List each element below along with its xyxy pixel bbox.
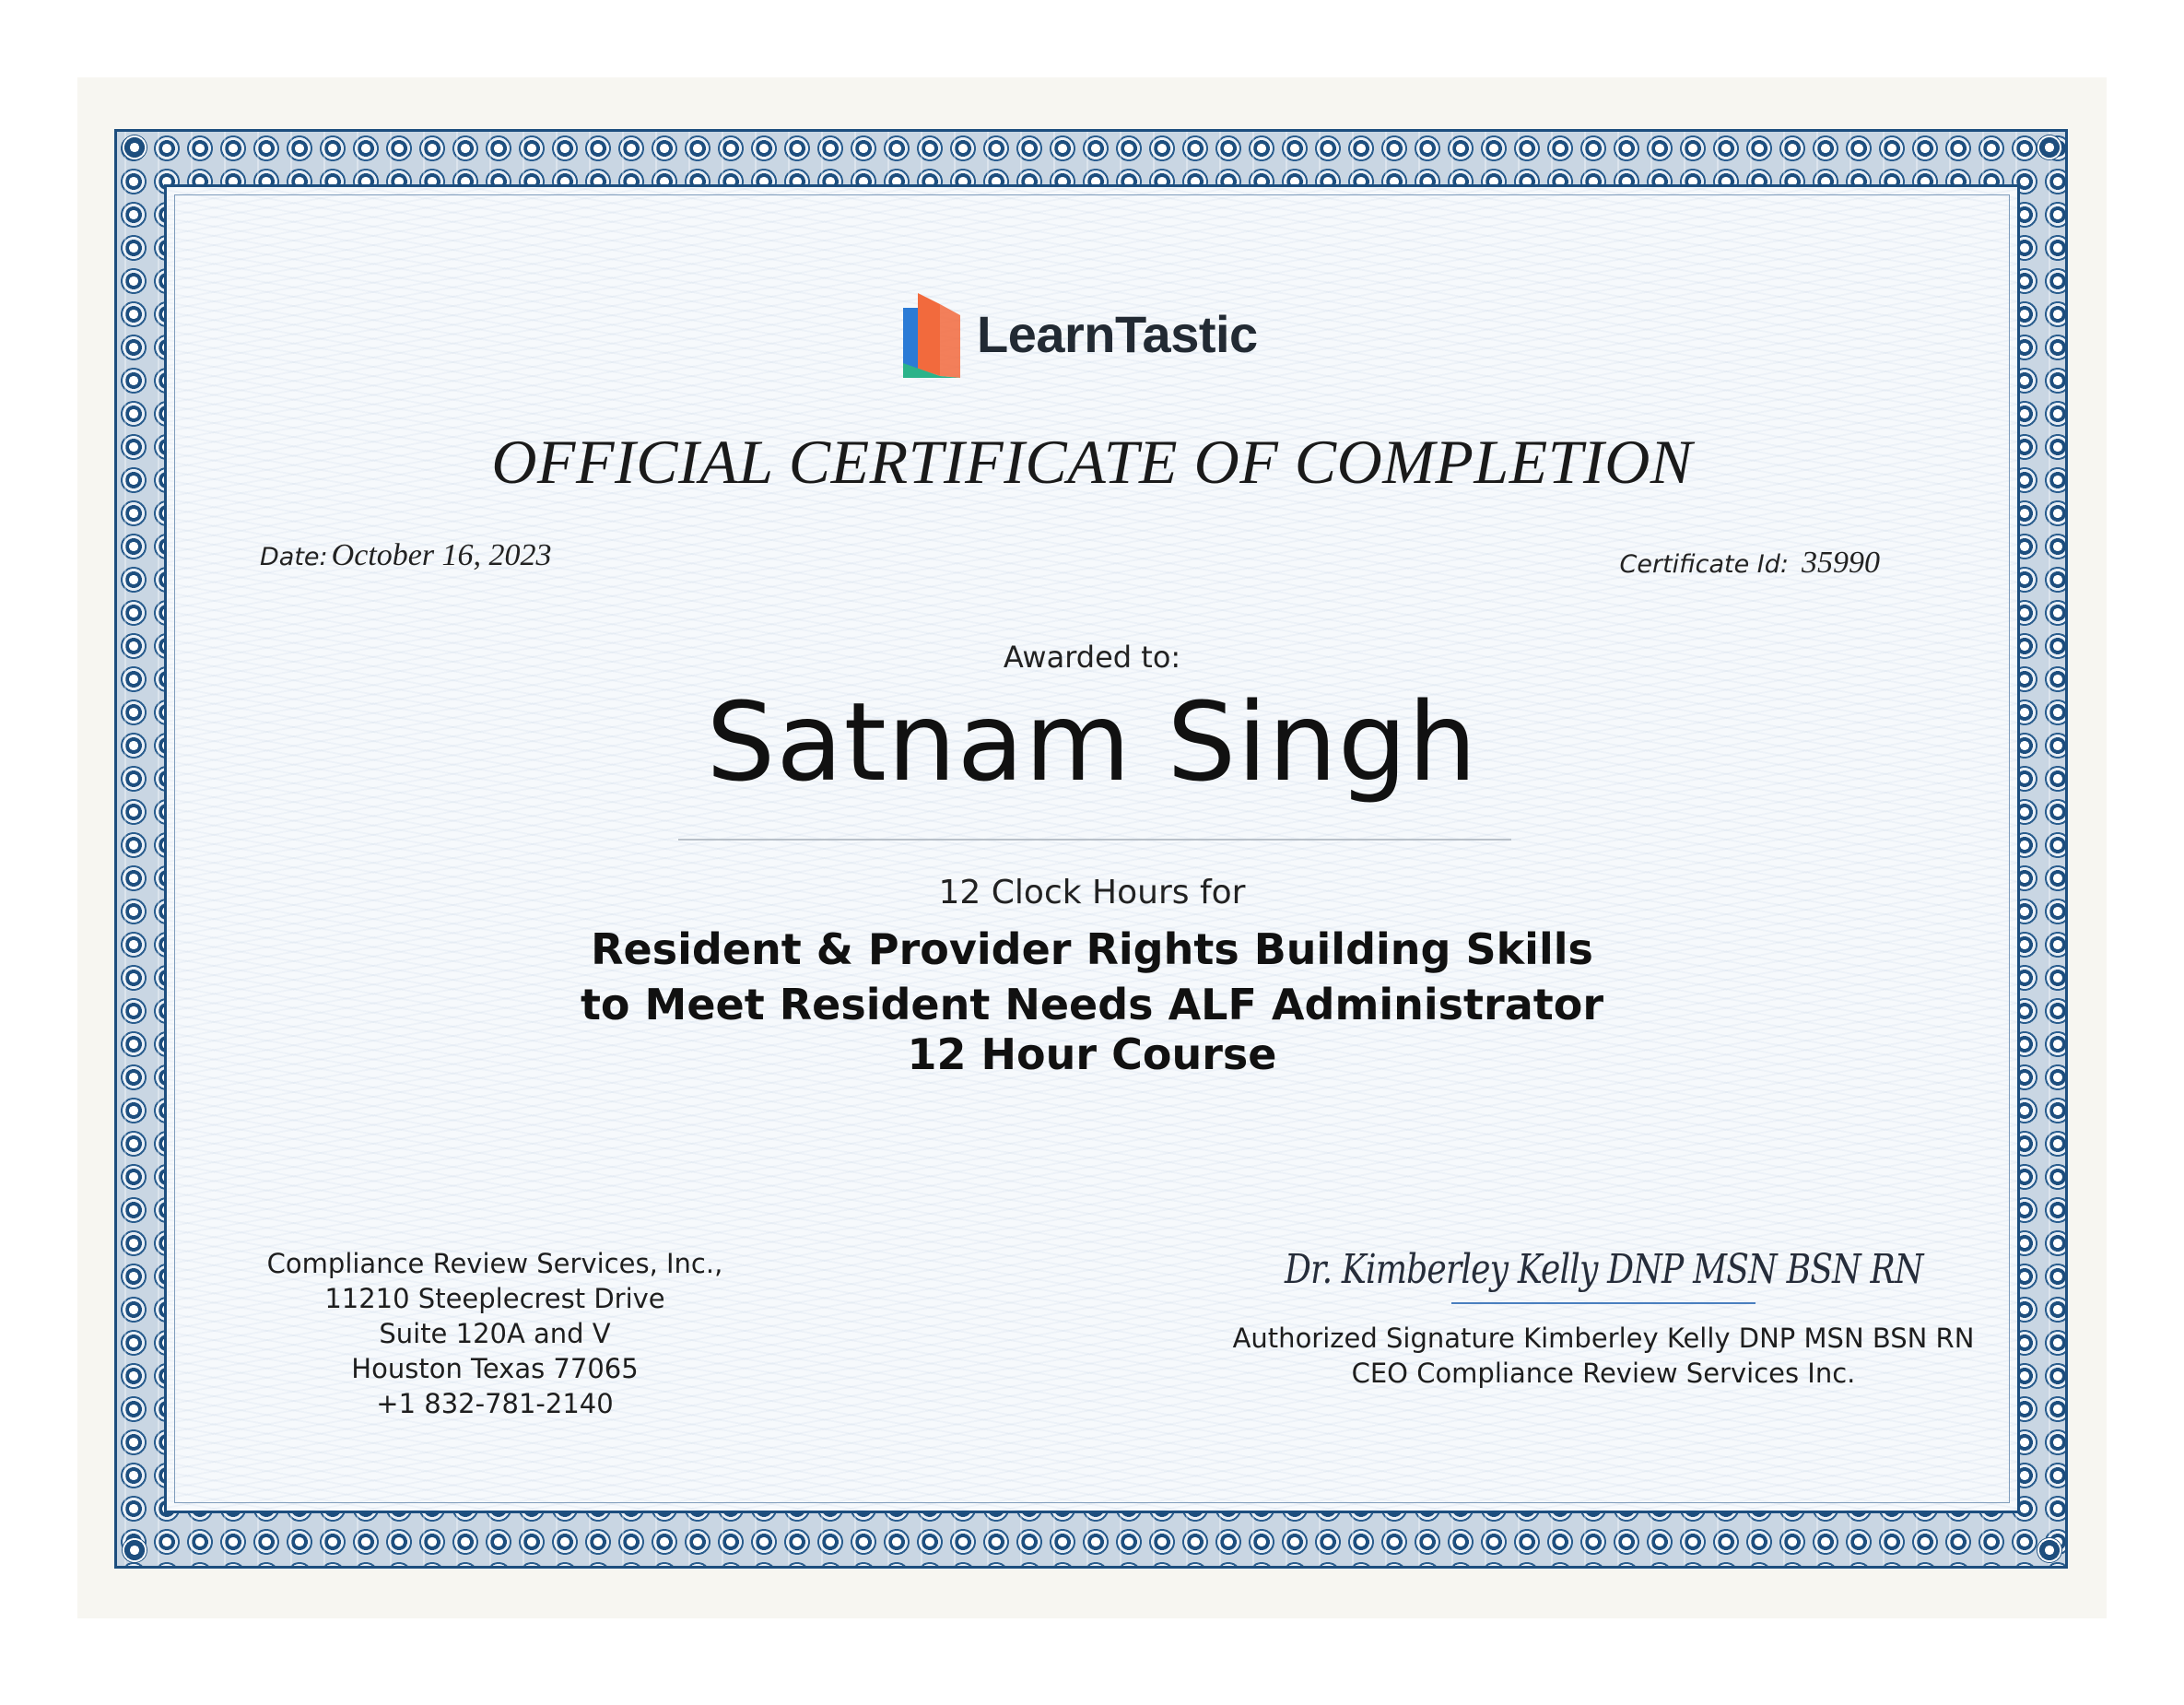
certificate-id-value: 35990 [1802,546,1880,580]
corner-ornament-top-right [2037,135,2062,160]
signature-caption [1198,1321,2009,1391]
address-line: Suite 120A and V [379,1318,611,1349]
signature-line [1451,1302,1755,1304]
recipient-name: Satnam Singh [706,678,1478,805]
course-title-line: Resident & Provider Rights Building Skills [591,924,1593,974]
certificate-id-label: Certificate Id: [1619,550,1789,579]
issuer-address [241,1246,748,1421]
date-label: Date: [260,543,328,571]
course-title [0,922,2184,1082]
date-value: October 16, 2023 [331,538,552,572]
book-logo-icon [899,289,964,378]
address-line: 11210 Steeplecrest Drive [324,1283,665,1314]
address-line: Compliance Review Services, Inc., [266,1248,723,1279]
course-title-line: to Meet Resident Needs ALF Administrator [580,980,1604,1029]
certificate-id-field [1620,546,1880,581]
handwritten-signature: Dr. Kimberley Kelly DNP MSN BSN RN [1284,1246,1923,1293]
name-divider [678,839,1511,841]
course-title-line: 12 Hour Course [907,1029,1277,1079]
signature-block [1198,1246,2009,1391]
signature-caption-line: Authorized Signature Kimberley Kelly DNP MSN BSN RN [1232,1323,1975,1354]
corner-ornament-top-left [122,135,147,160]
corner-ornament-bottom-left [122,1537,147,1563]
brand-logo [899,288,1258,380]
certificate-title: OFFICIAL CERTIFICATE OF COMPLETION [491,427,1693,497]
address-line: +1 832-781-2140 [376,1388,614,1419]
awarded-label: Awarded to: [1003,640,1181,675]
signature-caption-line: CEO Compliance Review Services Inc. [1351,1358,1856,1389]
address-line: Houston Texas 77065 [351,1353,639,1384]
clock-hours: 12 Clock Hours for [938,874,1246,911]
corner-ornament-bottom-right [2037,1537,2062,1563]
brand-name: LearnTastic [977,304,1258,363]
date-field [260,538,552,573]
